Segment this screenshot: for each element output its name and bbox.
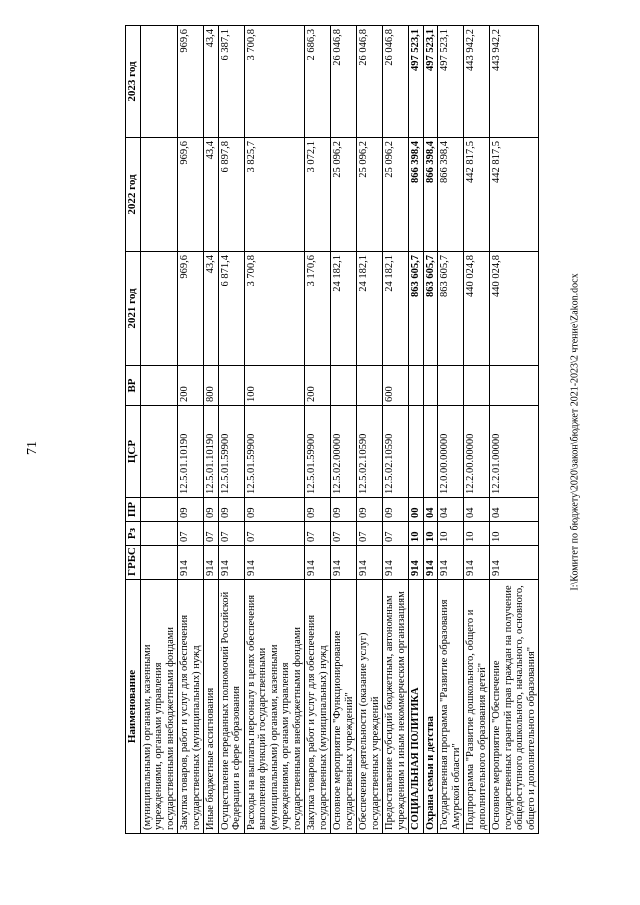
cell-pr: 04 — [464, 498, 490, 522]
cell-vr — [409, 366, 424, 406]
cell-2023: 26 046,8 — [357, 26, 383, 138]
cell-vr — [331, 366, 357, 406]
column-header: Наименование — [126, 580, 141, 834]
cell-vr: 200 — [305, 366, 331, 406]
cell-2023: 3 700,8 — [244, 26, 305, 138]
cell-pr: 09 — [357, 498, 383, 522]
cell-2023 — [140, 26, 178, 138]
cell-csr — [140, 406, 178, 498]
cell-csr: 12.5.02.10590 — [357, 406, 383, 498]
cell-csr: 12.5.01.59900 — [305, 406, 331, 498]
cell-2022: 866 398,4 — [423, 138, 438, 252]
cell-2021: 24 182,1 — [331, 252, 357, 366]
cell-name: Осуществление переданных полномочий Российской Федерации в сфере образования — [218, 580, 244, 834]
cell-csr: 12.2.01.00000 — [490, 406, 539, 498]
cell-name: Государственная программа "Развитие образования Амурской области" — [438, 580, 464, 834]
cell-2023: 497 523,1 — [409, 26, 424, 138]
cell-2021: 440 024,8 — [464, 252, 490, 366]
cell-rz: 10 — [409, 522, 424, 546]
cell-2022: 6 897,8 — [218, 138, 244, 252]
cell-2022: 866 398,4 — [438, 138, 464, 252]
cell-2021: 440 024,8 — [490, 252, 539, 366]
cell-pr: 04 — [438, 498, 464, 522]
cell-2023: 6 387,1 — [218, 26, 244, 138]
table-row — [305, 26, 331, 834]
table-row — [357, 26, 383, 834]
cell-2021: 6 871,4 — [218, 252, 244, 366]
cell-2022: 442 817,5 — [490, 138, 539, 252]
cell-2021: 969,6 — [178, 252, 204, 366]
table-row — [409, 26, 424, 834]
cell-vr: 200 — [178, 366, 204, 406]
cell-vr — [423, 366, 438, 406]
cell-grbs: 914 — [178, 546, 204, 580]
cell-pr: 09 — [218, 498, 244, 522]
cell-vr — [218, 366, 244, 406]
cell-csr: 12.5.02.00000 — [331, 406, 357, 498]
cell-csr: 12.5.01.59900 — [244, 406, 305, 498]
cell-rz: 10 — [490, 522, 539, 546]
cell-2021 — [140, 252, 178, 366]
cell-vr — [464, 366, 490, 406]
cell-2022: 969,6 — [178, 138, 204, 252]
cell-pr: 00 — [409, 498, 424, 522]
cell-vr — [357, 366, 383, 406]
column-header: ГРБС — [126, 546, 141, 580]
page-number: 71 — [25, 441, 40, 455]
cell-2023: 43,4 — [204, 26, 219, 138]
cell-rz: 10 — [438, 522, 464, 546]
cell-2022 — [140, 138, 178, 252]
cell-vr — [438, 366, 464, 406]
cell-csr: 12.5.01.59900 — [218, 406, 244, 498]
cell-grbs: 914 — [244, 546, 305, 580]
cell-csr: 12.2.00.00000 — [464, 406, 490, 498]
cell-pr: 09 — [204, 498, 219, 522]
cell-grbs: 914 — [204, 546, 219, 580]
cell-2021: 3 700,8 — [244, 252, 305, 366]
column-header: ЦСР — [126, 406, 141, 498]
table-row — [423, 26, 438, 834]
cell-2022: 43,4 — [204, 138, 219, 252]
cell-2022: 25 096,2 — [357, 138, 383, 252]
cell-2023: 497 523,1 — [438, 26, 464, 138]
cell-2023: 443 942,2 — [490, 26, 539, 138]
cell-grbs: 914 — [490, 546, 539, 580]
cell-rz — [140, 522, 178, 546]
cell-2023: 26 046,8 — [331, 26, 357, 138]
footer-file-path: I:\Комитет по бюджету\2020\закон\бюджет 2021-2023\2 чтение\Zakon.docx — [569, 273, 581, 591]
cell-pr — [140, 498, 178, 522]
column-header: Рз — [126, 522, 141, 546]
table-row — [490, 26, 539, 834]
cell-pr: 09 — [244, 498, 305, 522]
cell-vr — [490, 366, 539, 406]
budget-table-container — [125, 26, 539, 834]
table-row — [464, 26, 490, 834]
cell-2023: 443 942,2 — [464, 26, 490, 138]
table-body — [140, 26, 539, 834]
column-header: 2023 год — [126, 26, 141, 138]
cell-2023: 2 686,3 — [305, 26, 331, 138]
cell-grbs: 914 — [218, 546, 244, 580]
cell-name: Иные бюджетные ассигнования — [204, 580, 219, 834]
cell-name: Предоставление субсидий бюджетным, автономным учреждениям и иным некоммерческим организациям — [383, 580, 409, 834]
cell-2021: 863 605,7 — [423, 252, 438, 366]
cell-name: Подпрограмма "Развитие дошкольного, общего и дополнительного образования детей" — [464, 580, 490, 834]
cell-rz: 07 — [357, 522, 383, 546]
cell-grbs: 914 — [331, 546, 357, 580]
cell-2023: 26 046,8 — [383, 26, 409, 138]
cell-2021: 863 605,7 — [409, 252, 424, 366]
cell-grbs: 914 — [423, 546, 438, 580]
cell-2021: 43,4 — [204, 252, 219, 366]
budget-table — [125, 25, 539, 834]
cell-name: Охрана семьи и детства — [423, 580, 438, 834]
cell-name: Закупка товаров, работ и услуг для обеспечения государственных (муниципальных) нужд — [178, 580, 204, 834]
cell-name: Основное мероприятие "Обеспечение государственных гарантий прав граждан на получение общедоступного дошкольного, начального, основного, общего и дополнительного образования" — [490, 580, 539, 834]
cell-csr: 12.5.02.10590 — [383, 406, 409, 498]
cell-name: Расходы на выплаты персоналу в целях обеспечения выполнения функций государственными (муниципальными) органами, казенными учреждениями, органами управления государственными внебюджетными фондами — [244, 580, 305, 834]
cell-name: Закупка товаров, работ и услуг для обеспечения государственных (муниципальных) нужд — [305, 580, 331, 834]
cell-rz: 07 — [244, 522, 305, 546]
cell-rz: 10 — [464, 522, 490, 546]
cell-2022: 442 817,5 — [464, 138, 490, 252]
cell-rz: 07 — [218, 522, 244, 546]
cell-2021: 3 170,6 — [305, 252, 331, 366]
cell-vr: 800 — [204, 366, 219, 406]
column-header: 2021 год — [126, 252, 141, 366]
cell-rz: 07 — [383, 522, 409, 546]
cell-grbs: 914 — [305, 546, 331, 580]
cell-2023: 497 523,1 — [423, 26, 438, 138]
cell-rz: 07 — [178, 522, 204, 546]
cell-grbs: 914 — [383, 546, 409, 580]
cell-2021: 24 182,1 — [383, 252, 409, 366]
cell-rz: 07 — [305, 522, 331, 546]
column-header: ПР — [126, 498, 141, 522]
cell-2022: 866 398,4 — [409, 138, 424, 252]
cell-rz: 07 — [331, 522, 357, 546]
cell-vr: 100 — [244, 366, 305, 406]
cell-2023: 969,6 — [178, 26, 204, 138]
cell-pr: 09 — [178, 498, 204, 522]
cell-csr: 12.5.01.10190 — [178, 406, 204, 498]
table-row — [438, 26, 464, 834]
cell-name: Основное мероприятие "Функционирование государственных учреждений" — [331, 580, 357, 834]
cell-csr — [423, 406, 438, 498]
cell-grbs: 914 — [357, 546, 383, 580]
cell-pr: 09 — [305, 498, 331, 522]
table-row — [383, 26, 409, 834]
table-row — [244, 26, 305, 834]
cell-2022: 25 096,2 — [383, 138, 409, 252]
cell-csr: 12.0.00.00000 — [438, 406, 464, 498]
cell-vr — [140, 366, 178, 406]
cell-pr: 04 — [490, 498, 539, 522]
cell-grbs: 914 — [464, 546, 490, 580]
table-row — [218, 26, 244, 834]
cell-pr: 09 — [383, 498, 409, 522]
table-header-row — [126, 26, 141, 834]
cell-rz: 07 — [204, 522, 219, 546]
cell-csr — [409, 406, 424, 498]
cell-vr: 600 — [383, 366, 409, 406]
cell-name: Обеспечение деятельности (оказание услуг) государственных учреждений — [357, 580, 383, 834]
cell-rz: 10 — [423, 522, 438, 546]
cell-name: СОЦИАЛЬНАЯ ПОЛИТИКА — [409, 580, 424, 834]
cell-2021: 863 605,7 — [438, 252, 464, 366]
cell-name: (муниципальными) органами, казенными учреждениями, органами управления государственными внебюджетными фондами — [140, 580, 178, 834]
table-row — [331, 26, 357, 834]
table-row — [178, 26, 204, 834]
cell-2022: 3 072,1 — [305, 138, 331, 252]
column-header: 2022 год — [126, 138, 141, 252]
cell-grbs: 914 — [438, 546, 464, 580]
cell-2021: 24 182,1 — [357, 252, 383, 366]
table-row — [204, 26, 219, 834]
cell-2022: 25 096,2 — [331, 138, 357, 252]
column-header: ВР — [126, 366, 141, 406]
cell-2022: 3 825,7 — [244, 138, 305, 252]
table-row — [140, 26, 178, 834]
cell-pr: 04 — [423, 498, 438, 522]
cell-csr: 12.5.01.10190 — [204, 406, 219, 498]
cell-grbs — [140, 546, 178, 580]
cell-pr: 09 — [331, 498, 357, 522]
cell-grbs: 914 — [409, 546, 424, 580]
